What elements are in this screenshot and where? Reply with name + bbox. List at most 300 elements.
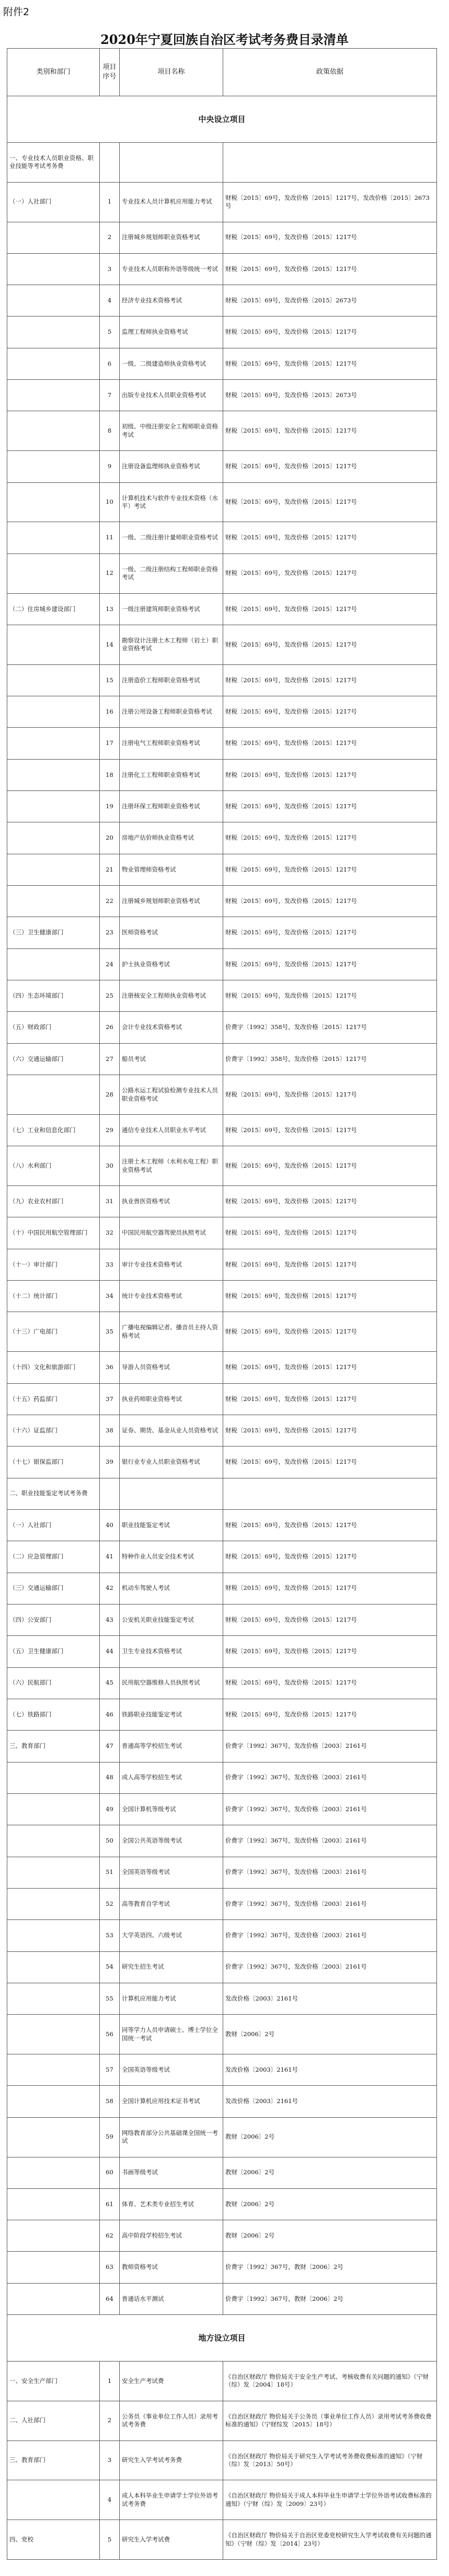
item-number-cell: 7 <box>100 380 120 411</box>
table-body <box>7 96 437 2560</box>
policy-basis-cell: 财税〔2015〕69号，发改价格〔2015〕1217号 <box>223 317 437 348</box>
policy-basis-cell: 财税〔2015〕69号，发改价格〔2015〕1217号 <box>223 411 437 451</box>
item-name-cell: 船员考试 <box>120 1043 223 1075</box>
policy-basis-cell: 财税〔2015〕69号，发改价格〔2015〕1217号 <box>223 625 437 664</box>
table-row <box>7 1114 437 1146</box>
category-cell <box>7 482 100 522</box>
table-row <box>7 317 437 348</box>
item-number-cell <box>100 1478 120 1509</box>
item-number-cell: 54 <box>100 1951 120 1983</box>
category-cell <box>7 553 100 593</box>
item-name-cell: 研究生招生考试 <box>120 1951 223 1983</box>
policy-basis-cell: 财税〔2015〕69号，发改价格〔2015〕1217号 <box>223 348 437 379</box>
header-policy-basis: 政策依据 <box>223 49 437 96</box>
item-name-cell: 成人本科毕业生申请学士学位外语考试考务费 <box>120 2480 223 2520</box>
table-row <box>7 451 437 482</box>
category-cell: （四）生态环境部门 <box>7 980 100 1012</box>
category-cell <box>7 886 100 917</box>
table-row <box>7 2054 437 2086</box>
table-row <box>7 2157 437 2188</box>
item-number-cell: 46 <box>100 1699 120 1730</box>
policy-basis-cell: 财税〔2015〕69号，发改价格〔2015〕1217号 <box>223 1249 437 1280</box>
table-row <box>7 222 437 253</box>
category-cell: （二）应急管理部门 <box>7 1541 100 1573</box>
policy-basis-cell: 教财〔2006〕2号 <box>223 2220 437 2252</box>
category-cell: （十二）统计部门 <box>7 1281 100 1312</box>
category-cell: （六）民航部门 <box>7 1667 100 1699</box>
item-name-cell: 职业技能鉴定考试 <box>120 1509 223 1541</box>
category-cell: 三、教育部门 <box>7 2441 100 2480</box>
item-number-cell: 40 <box>100 1509 120 1541</box>
table-row <box>7 1217 437 1249</box>
item-number-cell: 53 <box>100 1920 120 1951</box>
policy-basis-cell: 财税〔2015〕69号，发改价格〔2015〕1217号 <box>223 664 437 696</box>
item-number-cell: 27 <box>100 1043 120 1075</box>
table-row <box>7 1541 437 1573</box>
policy-basis-cell <box>223 142 437 182</box>
table-row <box>7 1573 437 1604</box>
category-cell: （七）铁路部门 <box>7 1699 100 1730</box>
item-name-cell: 注册电气工程师职业资格考试 <box>120 728 223 759</box>
item-name-cell: 房地产估价师执业资格考试 <box>120 822 223 854</box>
item-name-cell: 一级、二级建造师执业资格考试 <box>120 348 223 379</box>
item-number-cell: 14 <box>100 625 120 664</box>
item-name-cell: 公安机关职业技能鉴定考试 <box>120 1604 223 1635</box>
item-number-cell: 62 <box>100 2220 120 2252</box>
item-name-cell <box>120 142 223 182</box>
policy-basis-cell: 财税〔2015〕69号，发改价格〔2015〕1217号 <box>223 1217 437 1249</box>
category-cell: （十六）证监部门 <box>7 1415 100 1446</box>
policy-basis-cell: 价费字〔1992〕367号，发改价格〔2003〕2161号 <box>223 1762 437 1793</box>
item-number-cell: 39 <box>100 1447 120 1478</box>
table-row <box>7 2015 437 2054</box>
item-number-cell: 30 <box>100 1146 120 1186</box>
policy-basis-cell: 价费字〔1992〕367号，教财〔2006〕2号 <box>223 2252 437 2283</box>
item-number-cell: 32 <box>100 1217 120 1249</box>
table-row <box>7 1604 437 1635</box>
policy-basis-cell: 财税〔2015〕69号，发改价格〔2015〕1217号 <box>223 980 437 1012</box>
category-cell <box>7 2054 100 2086</box>
table-row <box>7 182 437 222</box>
item-number-cell: 25 <box>100 980 120 1012</box>
category-cell <box>7 522 100 553</box>
item-number-cell: 2 <box>100 222 120 253</box>
policy-basis-cell: 财税〔2015〕69号，发改价格〔2015〕1217号 <box>223 553 437 593</box>
table-header-row <box>7 49 437 96</box>
item-number-cell: 33 <box>100 1249 120 1280</box>
category-cell <box>7 2015 100 2054</box>
item-number-cell: 61 <box>100 2188 120 2220</box>
table-row <box>7 948 437 980</box>
item-number-cell: 57 <box>100 2054 120 2086</box>
policy-basis-cell: 价费字〔1992〕358号，发改价格〔2015〕1217号 <box>223 1043 437 1075</box>
table-row <box>7 1415 437 1446</box>
table-row <box>7 2086 437 2117</box>
policy-basis-cell: 价费字〔1992〕367号，发改价格〔2003〕2161号 <box>223 1825 437 1857</box>
item-number-cell: 4 <box>100 285 120 317</box>
table-row <box>7 1186 437 1217</box>
item-number-cell: 17 <box>100 728 120 759</box>
policy-basis-cell: 财税〔2015〕69号，发改价格〔2015〕1217号 <box>223 593 437 625</box>
policy-basis-cell: 财税〔2015〕69号，发改价格〔2015〕1217号，发改价格〔2015〕2673号 <box>223 182 437 222</box>
table-row <box>7 1312 437 1352</box>
table-row <box>7 1249 437 1280</box>
item-number-cell: 50 <box>100 1825 120 1857</box>
category-cell: （一）人社部门 <box>7 1509 100 1541</box>
item-name-cell: 监理工程师执业资格考试 <box>120 317 223 348</box>
item-name-cell: 大学英语四、六级考试 <box>120 1920 223 1951</box>
policy-basis-cell: 财税〔2015〕69号，发改价格〔2015〕1217号 <box>223 854 437 885</box>
category-cell <box>7 791 100 822</box>
item-number-cell: 64 <box>100 2283 120 2314</box>
table-row <box>7 2117 437 2157</box>
policy-basis-cell: 财税〔2015〕69号，发改价格〔2015〕1217号 <box>223 222 437 253</box>
item-number-cell: 23 <box>100 917 120 948</box>
category-cell: （十）中国民用航空管理部门 <box>7 1217 100 1249</box>
item-name-cell: 特种作业人员安全技术考试 <box>120 1541 223 1573</box>
item-number-cell: 51 <box>100 1857 120 1888</box>
item-number-cell: 44 <box>100 1636 120 1667</box>
item-name-cell: 书画等级考试 <box>120 2157 223 2188</box>
item-number-cell: 3 <box>100 253 120 285</box>
item-number-cell: 19 <box>100 791 120 822</box>
category-cell <box>7 822 100 854</box>
category-cell <box>7 1920 100 1951</box>
policy-basis-cell: 价费字〔1992〕367号，发改价格〔2003〕2161号 <box>223 1951 437 1983</box>
policy-basis-cell: 财税〔2015〕69号，发改价格〔2015〕1217号 <box>223 1667 437 1699</box>
table-row <box>7 1636 437 1667</box>
item-name-cell: 注册环保工程师职业资格考试 <box>120 791 223 822</box>
item-name-cell: 会计专业技术资格考试 <box>120 1012 223 1043</box>
item-number-cell: 35 <box>100 1312 120 1352</box>
table-row <box>7 1281 437 1312</box>
item-name-cell: 出版专业技术人员职业资格考试 <box>120 380 223 411</box>
table-row <box>7 791 437 822</box>
policy-basis-cell: 财税〔2015〕69号，发改价格〔2015〕1217号 <box>223 728 437 759</box>
item-name-cell: 通信专业技术人员职业水平考试 <box>120 1114 223 1146</box>
item-number-cell: 38 <box>100 1415 120 1446</box>
item-name-cell: 研究生入学考试考务费 <box>120 2441 223 2480</box>
header-item-name: 项目名称 <box>120 49 223 96</box>
category-cell: 一、专业技术人员职业资格、职业技能等考试考务费 <box>7 142 100 182</box>
table-row <box>7 1731 437 1762</box>
policy-basis-cell: 价费字〔1992〕367号，教财〔2006〕2号 <box>223 2283 437 2314</box>
item-name-cell <box>120 1478 223 1509</box>
table-row <box>7 253 437 285</box>
table-row <box>7 886 437 917</box>
category-cell <box>7 2117 100 2157</box>
section-title: 地方设立项目 <box>7 2315 437 2362</box>
policy-basis-cell: 财税〔2015〕69号，发改价格〔2015〕1217号 <box>223 1541 437 1573</box>
table-row <box>7 1075 437 1115</box>
item-name-cell: 执业兽医资格考试 <box>120 1186 223 1217</box>
item-number-cell: 16 <box>100 696 120 728</box>
policy-basis-cell: 财税〔2015〕69号，发改价格〔2015〕1217号 <box>223 1699 437 1730</box>
table-row <box>7 1983 437 2014</box>
item-name-cell: 体育、艺术类专业招生考试 <box>120 2188 223 2220</box>
policy-basis-cell: 财税〔2015〕69号，发改价格〔2015〕1217号 <box>223 948 437 980</box>
header-category: 类别和部门 <box>7 49 100 96</box>
table-row <box>7 2283 437 2314</box>
category-cell <box>7 2157 100 2188</box>
category-cell <box>7 948 100 980</box>
item-name-cell: 高中阶段学校招生考试 <box>120 2220 223 2252</box>
item-number-cell: 48 <box>100 1762 120 1793</box>
section-title: 中央设立项目 <box>7 96 437 143</box>
item-number-cell: 55 <box>100 1983 120 2014</box>
category-cell: （十五）药监部门 <box>7 1383 100 1415</box>
item-name-cell: 一级、二级注册计量师职业资格考试 <box>120 522 223 553</box>
item-name-cell: 中国民用航空器驾驶员执照考试 <box>120 1217 223 1249</box>
category-cell: （三）交通运输部门 <box>7 1573 100 1604</box>
section-header-row <box>7 2315 437 2362</box>
policy-basis-cell: 财税〔2015〕69号，发改价格〔2015〕1217号 <box>223 791 437 822</box>
category-cell <box>7 664 100 696</box>
item-name-cell: 注册公用设备工程师职业资格考试 <box>120 696 223 728</box>
item-number-cell: 18 <box>100 759 120 790</box>
category-cell <box>7 854 100 885</box>
category-cell <box>7 2480 100 2520</box>
category-cell <box>7 317 100 348</box>
policy-basis-cell: 财税〔2015〕69号，发改价格〔2015〕1217号 <box>223 1447 437 1478</box>
item-number-cell: 5 <box>100 2520 120 2560</box>
item-number-cell: 56 <box>100 2015 120 2054</box>
table-row <box>7 1667 437 1699</box>
category-cell: （五）卫生健康部门 <box>7 1636 100 1667</box>
item-number-cell: 43 <box>100 1604 120 1635</box>
item-number-cell: 20 <box>100 822 120 854</box>
item-name-cell: 全国计算机应用技术证书考试 <box>120 2086 223 2117</box>
item-number-cell: 42 <box>100 1573 120 1604</box>
category-cell <box>7 285 100 317</box>
policy-basis-cell: 价费字〔1992〕367号，发改价格〔2003〕2161号 <box>223 1857 437 1888</box>
table-row <box>7 1857 437 1888</box>
table-row <box>7 1146 437 1186</box>
category-cell <box>7 1075 100 1115</box>
table-row <box>7 664 437 696</box>
category-cell: 二、职业技能鉴定考试考务费 <box>7 1478 100 1509</box>
table-row <box>7 1043 437 1075</box>
item-name-cell: 经济专业技术资格考试 <box>120 285 223 317</box>
item-name-cell: 物业管理师资格考试 <box>120 854 223 885</box>
item-name-cell: 执业药师职业资格考试 <box>120 1383 223 1415</box>
item-number-cell: 21 <box>100 854 120 885</box>
policy-basis-cell: 财税〔2015〕69号，发改价格〔2015〕1217号 <box>223 1075 437 1115</box>
item-name-cell: 公务员（事业单位工作人员）录用考试考务费 <box>120 2401 223 2441</box>
item-name-cell: 银行业专业人员职业资格考试 <box>120 1447 223 1478</box>
category-cell: （十三）广电部门 <box>7 1312 100 1352</box>
policy-basis-cell: 《自治区财政厅 物价局关于成人本科毕业生申请学士学位外语考试收费标准的通知》（宁财（综）发〔2009〕23号） <box>223 2480 437 2520</box>
policy-basis-cell: 财税〔2015〕69号，发改价格〔2015〕1217号 <box>223 1186 437 1217</box>
table-row <box>7 1478 437 1509</box>
policy-basis-cell: 财税〔2015〕69号，发改价格〔2015〕1217号 <box>223 1509 437 1541</box>
category-cell <box>7 2252 100 2283</box>
item-name-cell: 一级、二级注册结构工程师职业资格考试 <box>120 553 223 593</box>
policy-basis-cell: 财税〔2015〕69号，发改价格〔2015〕1217号 <box>223 522 437 553</box>
category-cell <box>7 1888 100 1919</box>
category-cell: 三、教育部门 <box>7 1731 100 1762</box>
item-number-cell: 37 <box>100 1383 120 1415</box>
policy-basis-cell: 财税〔2015〕69号，发改价格〔2015〕2673号 <box>223 285 437 317</box>
item-name-cell: 注册核安全工程师执业资格考试 <box>120 980 223 1012</box>
item-number-cell: 31 <box>100 1186 120 1217</box>
item-name-cell: 全国计算机等级考试 <box>120 1793 223 1825</box>
item-number-cell: 45 <box>100 1667 120 1699</box>
item-name-cell: 勘察设计注册土木工程师（岩土）职业资格考试 <box>120 625 223 664</box>
category-cell: （十四）文化和旅游部门 <box>7 1352 100 1383</box>
category-cell: （四）公安部门 <box>7 1604 100 1635</box>
item-number-cell: 47 <box>100 1731 120 1762</box>
category-cell <box>7 1825 100 1857</box>
item-name-cell: 计算机技术与软件专业技术资格（水平）考试 <box>120 482 223 522</box>
item-name-cell: 广播电视编辑记者、播音员主持人资格考试 <box>120 1312 223 1352</box>
category-cell <box>7 380 100 411</box>
policy-basis-cell: 《自治区财政厅 物价局关于研究生入学考试考务费收费标准的通知》（宁财（综）发〔2013〕50号） <box>223 2441 437 2480</box>
category-cell: （七）工业和信息化部门 <box>7 1114 100 1146</box>
item-number-cell: 1 <box>100 2361 120 2401</box>
table-row <box>7 625 437 664</box>
category-cell: 二、人社部门 <box>7 2401 100 2441</box>
table-row <box>7 1951 437 1983</box>
policy-basis-cell: 财税〔2015〕69号，发改价格〔2015〕1217号 <box>223 759 437 790</box>
table-row <box>7 2220 437 2252</box>
item-name-cell: 高等教育自学考试 <box>120 1888 223 1919</box>
table-row <box>7 2188 437 2220</box>
table-row <box>7 411 437 451</box>
policy-basis-cell: 价费字〔1992〕367号，发改价格〔2003〕2161号 <box>223 1888 437 1919</box>
item-number-cell: 36 <box>100 1352 120 1383</box>
category-cell <box>7 696 100 728</box>
item-name-cell: 普通话水平测试 <box>120 2283 223 2314</box>
table-row <box>7 285 437 317</box>
item-name-cell: 铁路职业技能鉴定考试 <box>120 1699 223 1730</box>
item-number-cell: 41 <box>100 1541 120 1573</box>
category-cell <box>7 2283 100 2314</box>
category-cell <box>7 2086 100 2117</box>
item-name-cell: 计算机应用能力考试 <box>120 1983 223 2014</box>
item-name-cell: 初级、中级注册安全工程师职业资格考试 <box>120 411 223 451</box>
policy-basis-cell: 财税〔2015〕69号，发改价格〔2015〕1217号 <box>223 1352 437 1383</box>
table-row <box>7 2441 437 2480</box>
policy-basis-cell: 教财〔2006〕2号 <box>223 2015 437 2054</box>
table-row <box>7 728 437 759</box>
fee-catalog-table <box>7 48 437 2560</box>
policy-basis-cell: 财税〔2015〕69号，发改价格〔2015〕1217号 <box>223 822 437 854</box>
item-name-cell: 专业技术人员计算机应用能力考试 <box>120 182 223 222</box>
item-name-cell: 民用航空器维修人员执照考试 <box>120 1667 223 1699</box>
table-row <box>7 142 437 182</box>
policy-basis-cell: 财税〔2015〕69号，发改价格〔2015〕1217号 <box>223 1573 437 1604</box>
policy-basis-cell: 财税〔2015〕69号，发改价格〔2015〕1217号 <box>223 1636 437 1667</box>
category-cell <box>7 728 100 759</box>
policy-basis-cell: 教财〔2006〕2号 <box>223 2117 437 2157</box>
policy-basis-cell: 发改价格〔2003〕2161号 <box>223 1983 437 2014</box>
policy-basis-cell: 财税〔2015〕69号，发改价格〔2015〕1217号 <box>223 253 437 285</box>
policy-basis-cell: 教财〔2006〕2号 <box>223 2157 437 2188</box>
table-row <box>7 2401 437 2441</box>
policy-basis-cell: 财税〔2015〕69号，发改价格〔2015〕1217号 <box>223 1114 437 1146</box>
category-cell: （六）交通运输部门 <box>7 1043 100 1075</box>
item-number-cell: 4 <box>100 2480 120 2520</box>
table-row <box>7 1012 437 1043</box>
table-row <box>7 1762 437 1793</box>
policy-basis-cell: 《自治区财政厅 物价局关于公务员（事业单位工作人员）录用考试考务费收费标准的通知》（宁财综发〔2015〕18号） <box>223 2401 437 2441</box>
category-cell <box>7 1951 100 1983</box>
policy-basis-cell: 财税〔2015〕69号，发改价格〔2015〕1217号 <box>223 1604 437 1635</box>
item-name-cell: 注册设备监理师执业资格考试 <box>120 451 223 482</box>
category-cell <box>7 222 100 253</box>
item-number-cell: 1 <box>100 182 120 222</box>
table-row <box>7 1447 437 1478</box>
item-name-cell: 教师资格考试 <box>120 2252 223 2283</box>
item-number-cell: 59 <box>100 2117 120 2157</box>
item-number-cell: 34 <box>100 1281 120 1312</box>
item-number-cell: 5 <box>100 317 120 348</box>
item-name-cell: 注册化工工程师职业资格考试 <box>120 759 223 790</box>
policy-basis-cell: 发改价格〔2003〕2161号 <box>223 2054 437 2086</box>
item-name-cell: 注册造价工程师职业资格考试 <box>120 664 223 696</box>
item-number-cell: 60 <box>100 2157 120 2188</box>
table-row <box>7 2252 437 2283</box>
policy-basis-cell: 《自治区财政厅 物价局关于安全生产考试、考核收费有关问题的通知》（宁财（综）发〔2004〕18号） <box>223 2361 437 2401</box>
item-name-cell: 机动车驾驶人考试 <box>120 1573 223 1604</box>
category-cell: 一、安全生产部门 <box>7 2361 100 2401</box>
table-row <box>7 482 437 522</box>
category-cell <box>7 253 100 285</box>
item-number-cell: 15 <box>100 664 120 696</box>
item-number-cell: 52 <box>100 1888 120 1919</box>
policy-basis-cell: 财税〔2015〕69号，发改价格〔2015〕1217号 <box>223 1383 437 1415</box>
category-cell <box>7 1857 100 1888</box>
policy-basis-cell: 财税〔2015〕69号，发改价格〔2015〕1217号 <box>223 1312 437 1352</box>
item-name-cell: 证券、期货、基金从业人员资格考试 <box>120 1415 223 1446</box>
table-row <box>7 917 437 948</box>
policy-basis-cell: 《自治区财政厅 物价局关于自治区党委党校研究生入学考试收费有关问题的通知》（宁财（综）发〔2014〕23号） <box>223 2520 437 2560</box>
table-row <box>7 1699 437 1730</box>
table-row <box>7 854 437 885</box>
item-number-cell: 6 <box>100 348 120 379</box>
category-cell <box>7 2188 100 2220</box>
item-number-cell: 10 <box>100 482 120 522</box>
category-cell: （十一）审计部门 <box>7 1249 100 1280</box>
policy-basis-cell: 财税〔2015〕69号，发改价格〔2015〕1217号 <box>223 917 437 948</box>
category-cell <box>7 1793 100 1825</box>
category-cell <box>7 625 100 664</box>
item-name-cell: 注册土木工程师（水利水电工程）职业资格考试 <box>120 1146 223 1186</box>
policy-basis-cell: 财税〔2015〕69号，发改价格〔2015〕1217号 <box>223 696 437 728</box>
category-cell <box>7 759 100 790</box>
category-cell: （十七）银保监部门 <box>7 1447 100 1478</box>
category-cell: （二）住房城乡建设部门 <box>7 593 100 625</box>
policy-basis-cell: 教财〔2006〕2号 <box>223 2188 437 2220</box>
policy-basis-cell: 财税〔2015〕69号，发改价格〔2015〕1217号 <box>223 451 437 482</box>
policy-basis-cell: 财税〔2015〕69号，发改价格〔2015〕2673号 <box>223 380 437 411</box>
table-row <box>7 696 437 728</box>
policy-basis-cell <box>223 1478 437 1509</box>
item-number-cell: 9 <box>100 451 120 482</box>
category-cell <box>7 1762 100 1793</box>
item-name-cell: 审计专业技术资格考试 <box>120 1249 223 1280</box>
table-row <box>7 1825 437 1857</box>
section-header-row <box>7 96 437 143</box>
item-name-cell: 成人高等学校招生考试 <box>120 1762 223 1793</box>
category-cell: （一）人社部门 <box>7 182 100 222</box>
table-row <box>7 1383 437 1415</box>
item-number-cell: 12 <box>100 553 120 593</box>
item-name-cell: 全国英语等级考试 <box>120 2054 223 2086</box>
item-name-cell: 专业技术人员职称外语等级统一考试 <box>120 253 223 285</box>
table-row <box>7 522 437 553</box>
